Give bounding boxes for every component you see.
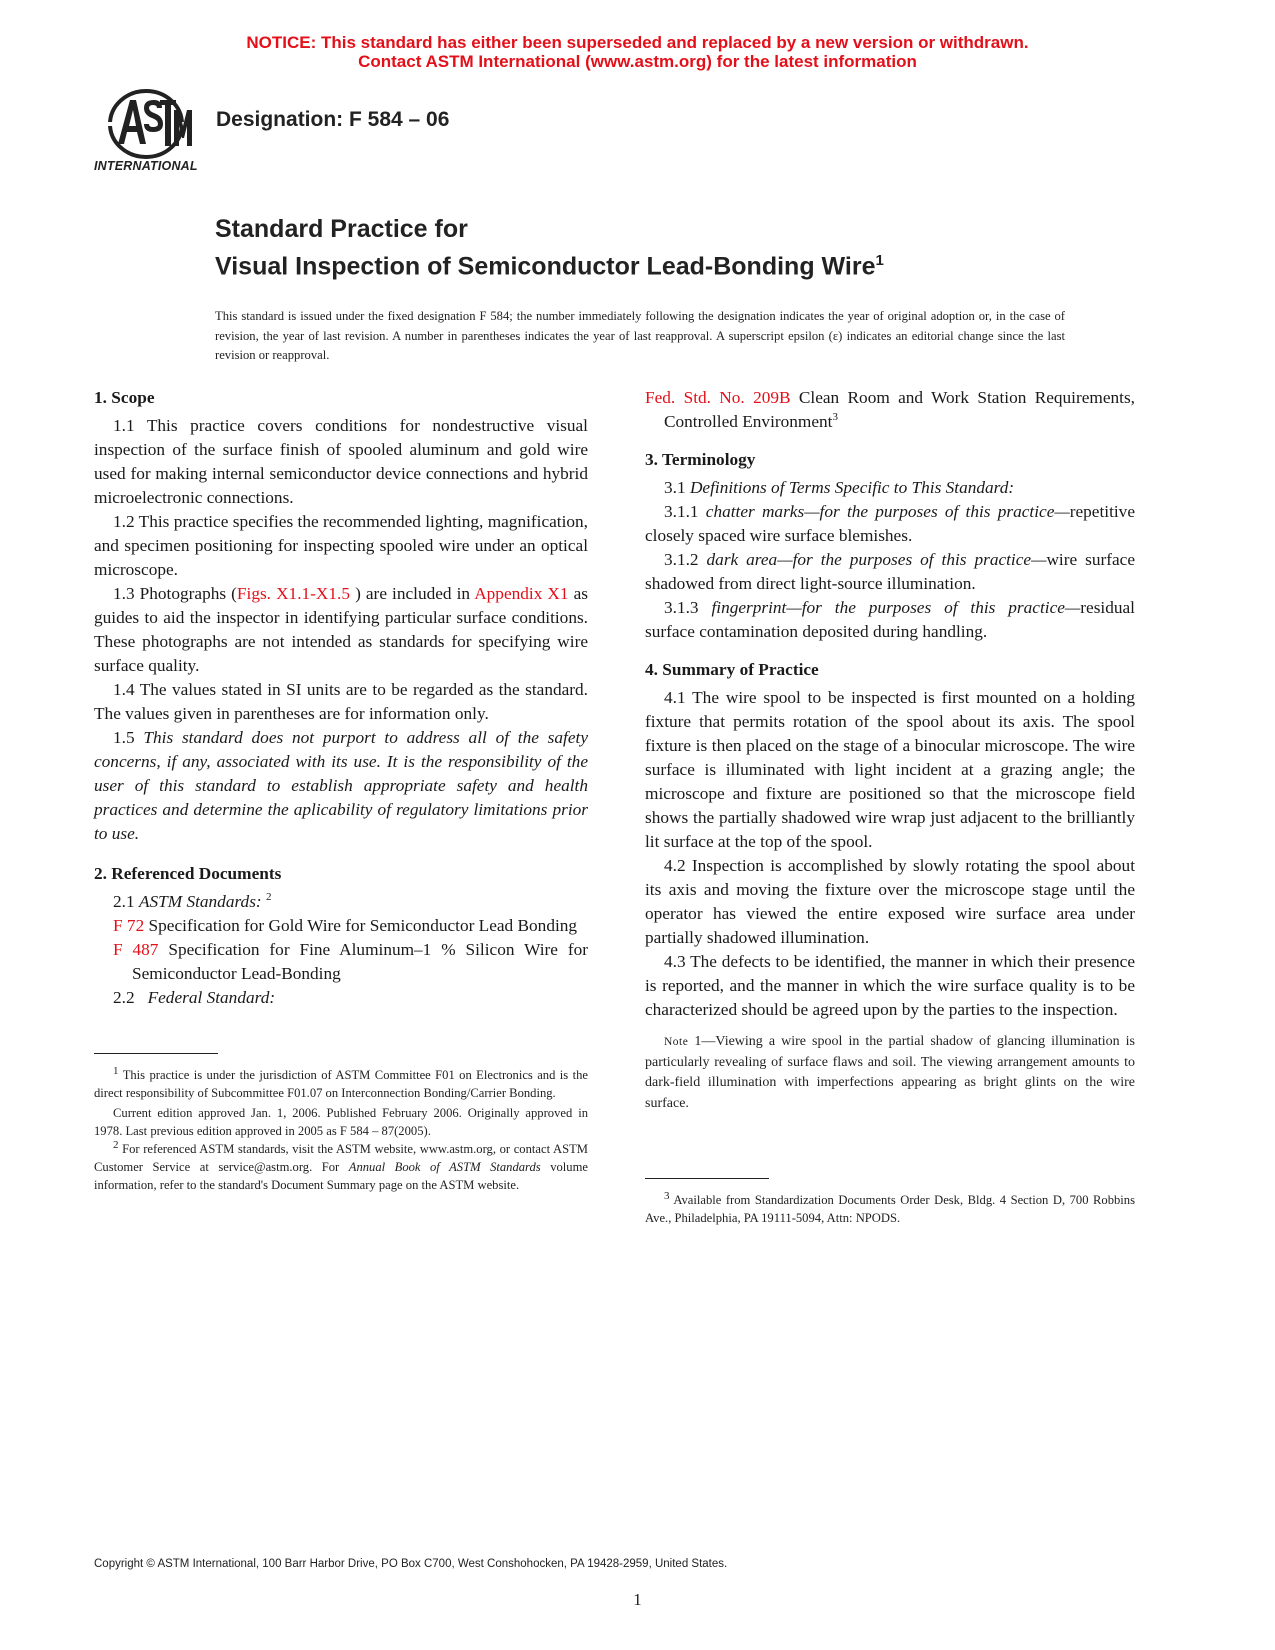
s3-1-1-def: repetitive closely spaced wire surface blemishes.: [645, 502, 1135, 545]
title-line-2-text: Visual Inspection of Semiconductor Lead-Bonding Wire: [215, 252, 876, 281]
s3-1-1-term: chatter marks—for the purposes of this practice—: [705, 502, 1070, 521]
s1-3-mid: ) are included in: [350, 584, 475, 603]
page-number: 1: [633, 1590, 642, 1609]
ref-f72-text: Specification for Gold Wire for Semiconductor Lead Bonding: [148, 916, 578, 935]
fn3-mark: 3: [664, 1189, 670, 1202]
right-footnotes: [645, 1191, 1135, 1227]
s1-3-pre: 1.3 Photographs (: [113, 584, 237, 603]
fn2-ital: Annual Book of ASTM Standards: [348, 1160, 541, 1174]
appendix-link[interactable]: Appendix X1: [474, 584, 569, 603]
section-3-1: [645, 476, 1135, 500]
section-3-1-3: [645, 596, 1135, 644]
section-4-1: 4.1 The wire spool to be inspected is first mounted on a holding fixture that permits rotation of the spool about its axis. The spool fixture is then placed on the stage of a binocular microscope. The wire surface is illuminated with light incident at a grazing angle; the microscope and fixture are positioned so that the microscope field shows the partially shadowed wire wrap just adjacent to the brilliantly lit surface at the top of the spool.: [645, 688, 1135, 851]
ref-f487-link[interactable]: F 487: [113, 940, 159, 959]
fn1-mark: 1: [113, 1064, 119, 1077]
s2-1-text: ASTM Standards:: [138, 892, 262, 911]
ref-f72-link[interactable]: F 72: [113, 916, 145, 935]
note-num: 1—: [688, 1034, 716, 1049]
s1-5-text: This standard does not purport to address all of the safety concerns, if any, associated with its use. It is the responsibility of the user of this standard to establish appropriate safety and health practices and determine the aplicability of regulatory limitations prior to use.: [94, 728, 588, 843]
s3-1-3-num: 3.1.3: [664, 598, 699, 617]
ref-fed-std-sup: 3: [832, 411, 838, 424]
section-3-1-2: [645, 548, 1135, 596]
section-2-1: [94, 890, 588, 914]
scope-heading: 1. Scope: [94, 388, 155, 407]
s1-3-post: as guides to aid the inspector in identifying particular surface conditions. These photographs are not intended as standards for specifying wire surface quality.: [94, 584, 588, 675]
title-line-2: [215, 245, 884, 282]
fn2-pre: For referenced ASTM standards, visit the ASTM website, www.astm.org, or contact ASTM Customer Service at service@astm.org. For: [94, 1142, 588, 1174]
withdrawal-notice: [0, 33, 1275, 71]
summary-heading: 4. Summary of Practice: [645, 660, 819, 679]
section-1-5: [94, 726, 588, 846]
s3-1-3-def: residual surface contamination deposited during handling.: [645, 598, 1135, 641]
note-label: Note: [664, 1036, 689, 1048]
footnote-1: [94, 1066, 588, 1102]
ref-fed-std: [645, 386, 1135, 434]
s2-1-sup: 2: [266, 891, 272, 904]
s3-1-3-term: fingerprint—for the purposes of this practice—: [711, 598, 1081, 617]
s3-1-text: Definitions of Terms Specific to This Standard:: [689, 478, 1015, 497]
ref-fed-std-link[interactable]: Fed. Std. No. 209B: [645, 388, 791, 407]
s3-1-2-num: 3.1.2: [664, 550, 699, 569]
section-4-3: 4.3 The defects to be identified, the manner in which their presence is reported, and the manner in which the wire surface quality is to be characterized should be agreed upon by the parties to the inspection.: [645, 952, 1135, 1019]
footnote-2: [94, 1140, 588, 1194]
issued-statement: This standard is issued under the fixed designation F 584; the number immediately following the designation indicates the year of original adoption or, in the case of revision, the year of last revision. A number in parentheses indicates the year of last reapproval. A superscript epsilon (ε) indicates an editorial change since the last revision or reapproval.: [215, 309, 1065, 362]
refdocs-heading: 2. Referenced Documents: [94, 864, 282, 883]
notice-line-2: Contact ASTM International (www.astm.org) for the latest information: [358, 52, 917, 71]
footnote-1b: Current edition approved Jan. 1, 2006. Published February 2006. Originally approved in 1978. Last previous edition approved in 2005 as F 584 – 87(2005).: [94, 1106, 588, 1138]
title-footnote-mark: 1: [875, 252, 884, 269]
ref-f487: [94, 938, 588, 986]
s2-2-text: Federal Standard:: [147, 988, 276, 1007]
ref-f72: [94, 914, 588, 938]
s3-1-num: 3.1: [664, 478, 686, 497]
note-1: [645, 1032, 1135, 1114]
section-1-4: 1.4 The values stated in SI units are to be regarded as the standard. The values given in parentheses are for information only.: [94, 680, 588, 723]
left-column: [94, 386, 588, 1010]
copyright-line: Copyright © ASTM International, 100 Barr Harbor Drive, PO Box C700, West Conshohocken, PA 19428-2959, United States.: [94, 1558, 728, 1570]
fn3-text: Available from Standardization Documents Order Desk, Bldg. 4 Section D, 700 Robbins Ave., Philadelphia, PA 19111-5094, Attn: NPODS.: [645, 1193, 1135, 1225]
footnote-rule-left: [94, 1053, 218, 1054]
s3-1-1-num: 3.1.1: [664, 502, 699, 521]
logo-international-text: INTERNATIONAL: [94, 159, 198, 173]
footnote-rule-right: [645, 1178, 769, 1179]
s1-5-num: 1.5: [113, 728, 135, 747]
s3-1-2-def: wire surface shadowed from direct light-source illumination.: [645, 550, 1135, 593]
s3-1-2-term: dark area—for the purposes of this practice—: [706, 550, 1047, 569]
section-1-1: 1.1 This practice covers conditions for nondestructive visual inspection of the surface finish of spooled aluminum and gold wire used for making internal semiconductor device connections and hybrid microelectronic connections.: [94, 416, 588, 507]
title-line-1: Standard Practice for: [215, 215, 468, 243]
s2-2-num: 2.2: [113, 988, 135, 1007]
notice-line-1: NOTICE: This standard has either been superseded and replaced by a new version or withdrawn.: [246, 33, 1029, 52]
section-1-3: [94, 582, 588, 678]
fn1-text: This practice is under the jurisdiction of ASTM Committee F01 on Electronics and is the direct responsibility of Subcommittee F01.07 on Interconnection Bonding/Carrier Bonding.: [94, 1068, 589, 1100]
fn2-mark: 2: [113, 1138, 119, 1151]
section-3-1-1: [645, 500, 1135, 548]
section-2-2: [94, 986, 588, 1010]
astm-logo: [96, 86, 200, 180]
terminology-heading: 3. Terminology: [645, 450, 756, 469]
designation: Designation: F 584 – 06: [216, 108, 450, 131]
right-column: [645, 386, 1135, 1114]
s2-1-num: 2.1: [113, 892, 135, 911]
section-4-2: 4.2 Inspection is accomplished by slowly rotating the spool about its axis and moving the fixture over the microscope stage until the operator has viewed the entire exposed wire surface area under partially shadowed illumination.: [645, 856, 1135, 947]
figs-link[interactable]: Figs. X1.1-X1.5: [236, 584, 350, 603]
document-title: [215, 213, 884, 282]
section-1-2: 1.2 This practice specifies the recommended lighting, magnification, and specimen positioning for inspecting spooled wire under an optical microscope.: [94, 512, 588, 579]
ref-f487-text: Specification for Fine Aluminum–1 % Silicon Wire for Semiconductor Lead-Bonding: [132, 940, 588, 983]
ref-fed-std-text: Clean Room and Work Station Requirements, Controlled Environment: [664, 388, 1135, 431]
note-text: Viewing a wire spool in the partial shadow of glancing illumination is particularly revealing of surface flaws and soil. The viewing arrangement amounts to dark-field illumination with imperfections appearing as bright glints on the wire surface.: [645, 1034, 1135, 1111]
left-footnotes: [94, 1066, 588, 1194]
fn2-post: volume information, refer to the standard's Document Summary page on the ASTM website.: [94, 1160, 588, 1192]
footnote-3: [645, 1191, 1135, 1227]
